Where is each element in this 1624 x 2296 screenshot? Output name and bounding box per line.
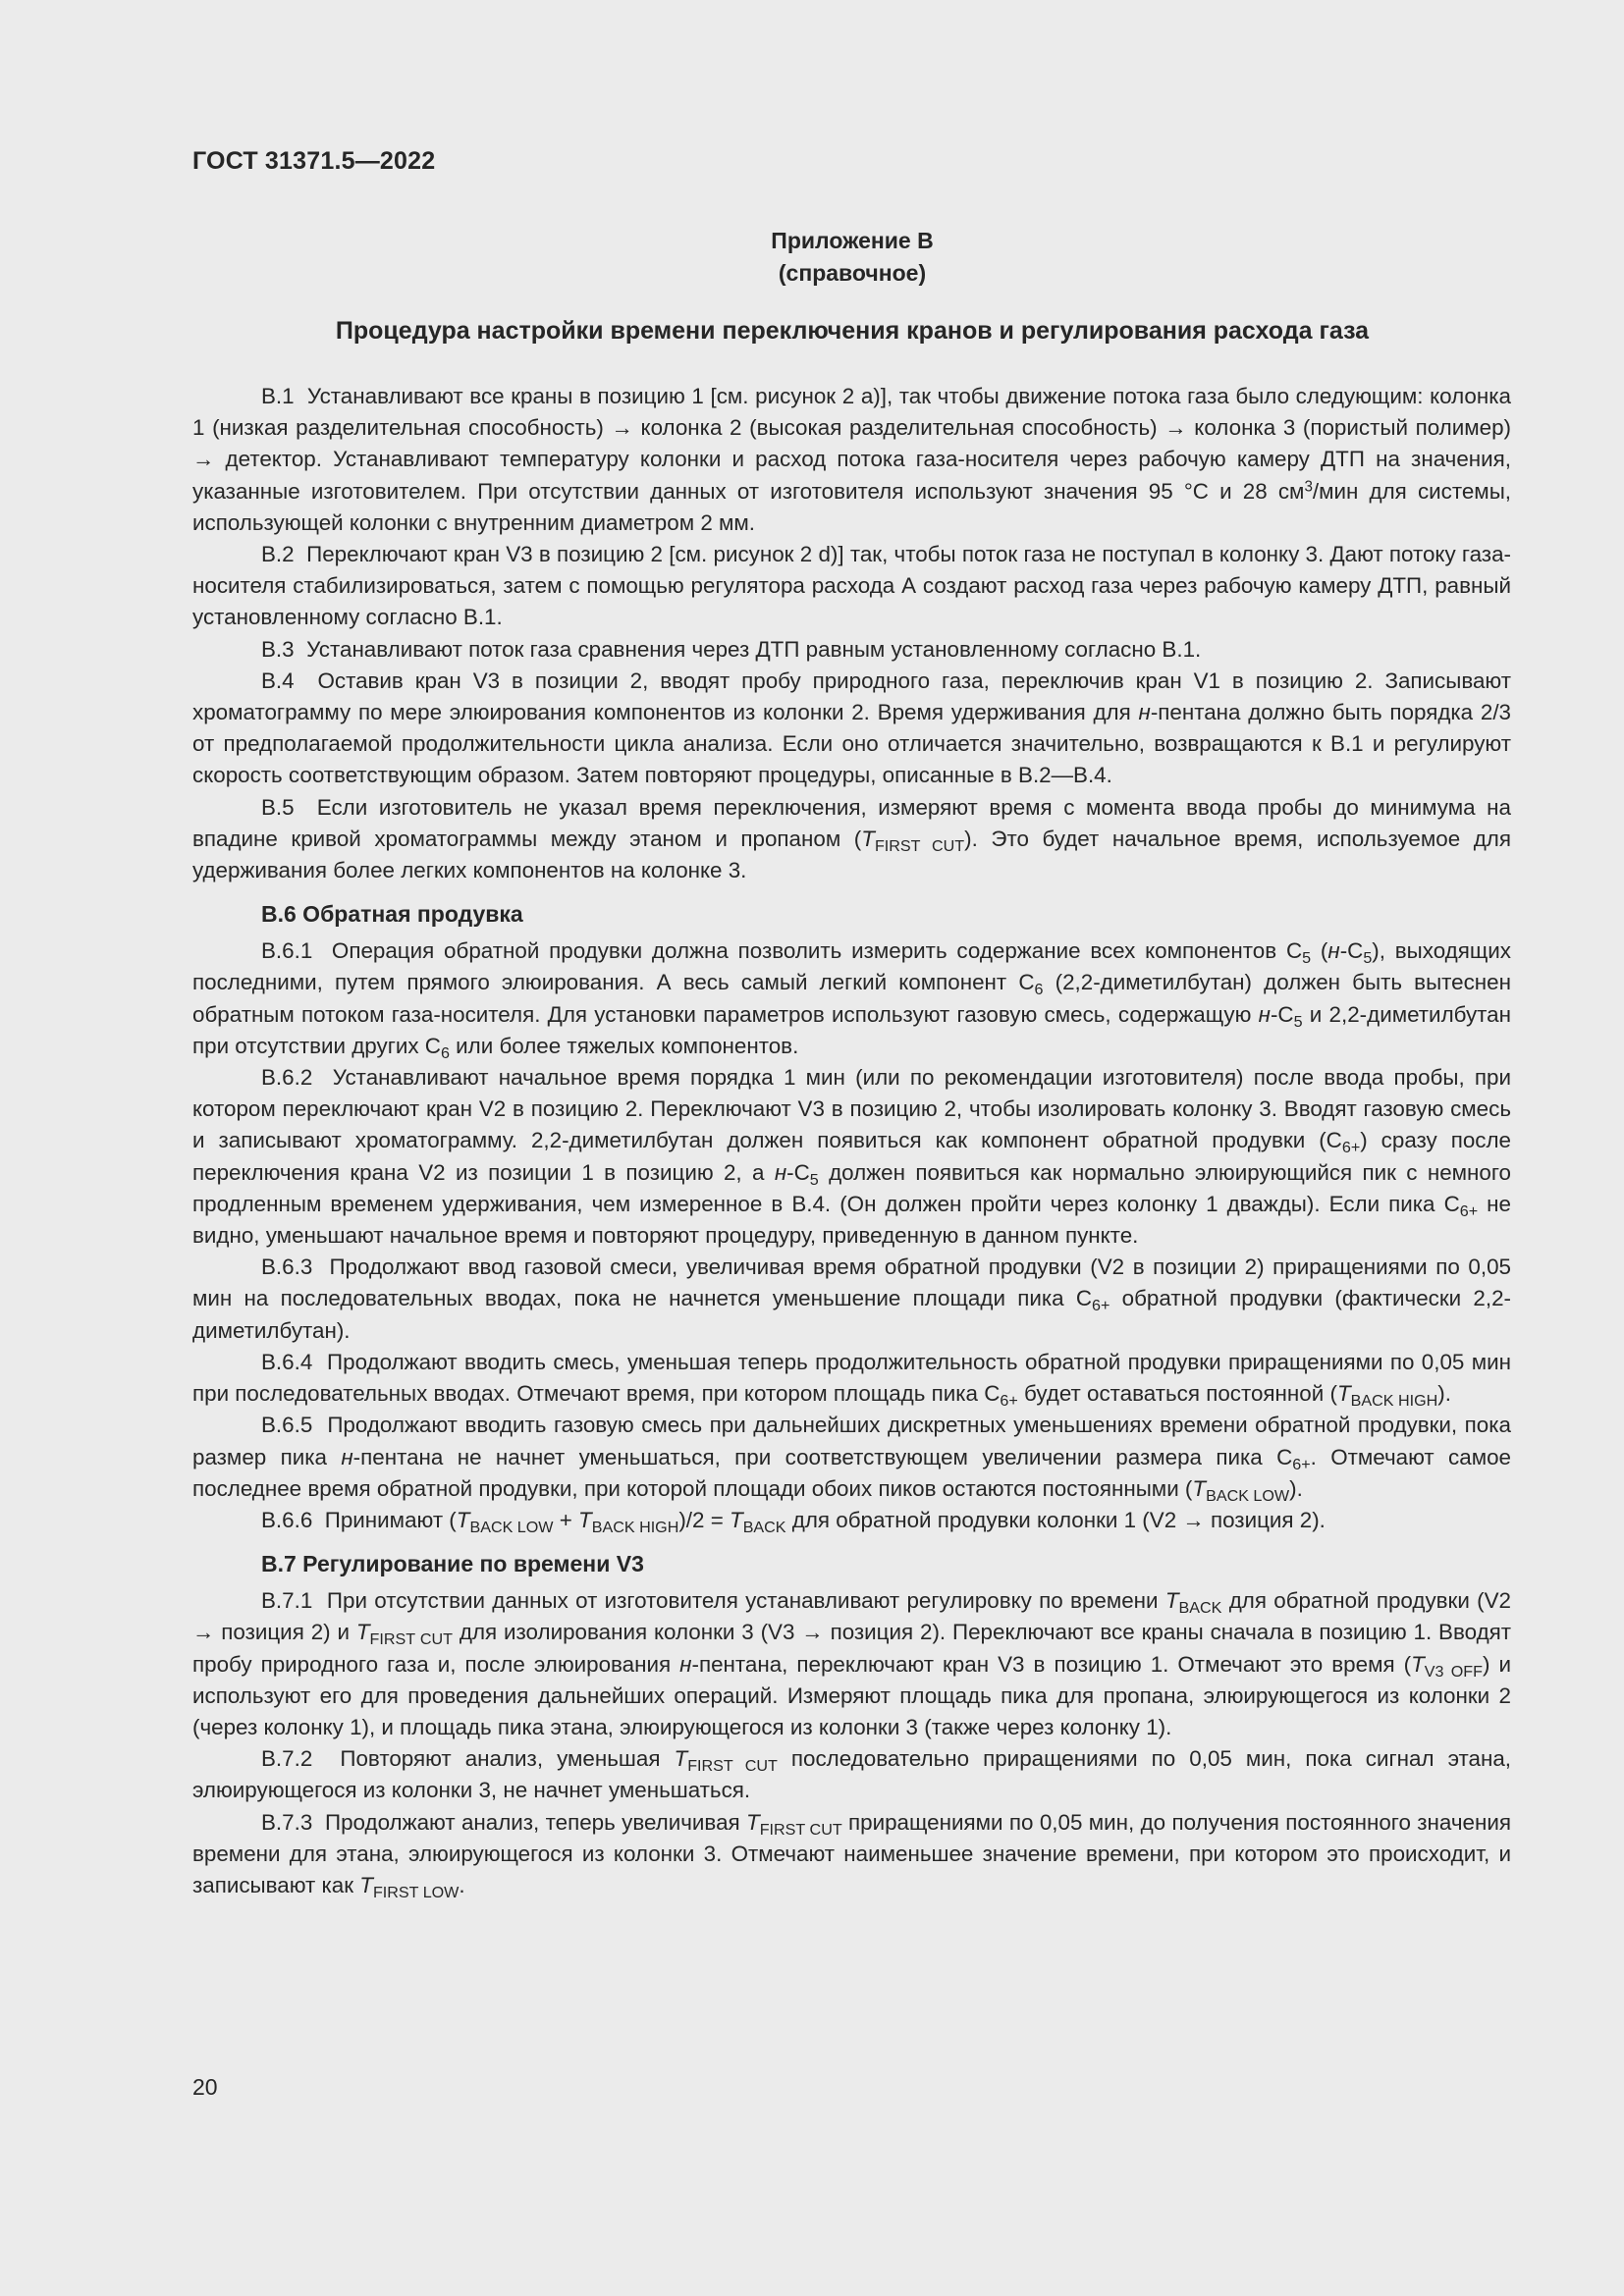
paragraph-b6-1: В.6.1 Операция обратной продувки должна позволить измерить содержание всех компонентов $С_5$ $(н-С_5)$, выходящих последними, путем прямого элюирования. А весь самый легкий компонент $С_6$ (2,2-диметилбутан) должен быть вытеснен обратным потоком газа-носителя. Для установки параметров используют газовую смесь, содержащую $н-С_5$ и 2,2-диметилбутан при отсутствии других $С_6$ или более тяжелых компонентов. — [192, 938, 1511, 1062]
paragraph-b4: В.4 Оставив кран V3 в позиции 2, вводят пробу природного газа, переключив кран V1 в позицию 2. Записывают хроматограмму по мере элюирования компонентов из колонки 2. Время удерживания для н-пентана должно быть порядка 2/3 от предполагаемой продолжительности цикла анализа. Если оно отличается значительно, возвращаются к В.1 и регулируют скорость соответствующим образом. Затем повторяют процедуры, описанные в В.2—В.4. — [192, 667, 1511, 788]
page-number: 20 — [192, 2074, 218, 2100]
heading-b7: В.7 Регулирование по времени V3 — [261, 1551, 644, 1577]
paragraph-b1: В.1 Устанавливают все краны в позицию 1 [см. рисунок 2 а)], так чтобы движение потока газа было следующим: колонка 1 (низкая разделительная способность) → колонка 2 (высокая разделительная способность) → колонка 3 (пористый полимер) → детектор. Устанавливают температуру колонки и расход потока газа-носителя через рабочую камеру ДТП на значения, указанные изготовителем. При отсутствии данных от изготовителя используют значения 95 °С и 28 $см^3$/мин для системы, использующей колонки с внутренним диаметром 2 мм. — [192, 384, 1512, 535]
annex-status: (справочное) — [778, 260, 927, 286]
paragraph-b7-3: В.7.3 Продолжают анализ, теперь увеличивая $T_{FIRST CUT}$ приращениями по 0,05 мин, до получения постоянного значения времени для этана, элюирующегося из колонки 3. Отмечают наименьшее значение времени, при котором это происходит, и записывают как $T_{FIRST LOW}$. — [192, 1809, 1511, 1901]
paragraph-b6-4: В.6.4 Продолжают вводить смесь, уменьшая теперь продолжительность обратной продувки приращениями по 0,05 мин при последовательных вводах. Отмечают время, при котором площадь пика $С_{6+}$ будет оставаться постоянной $(T_{BACK HIGH})$. — [192, 1349, 1511, 1410]
paragraph-b6-6: В.6.6 Принимают $(T_{BACK LOW} + T_{BACK HIGH})/2 = T_{BACK}$ для обратной продувки колонки 1 (V2 → позиция 2). — [261, 1507, 1326, 1536]
paragraph-b6-3: В.6.3 Продолжают ввод газовой смеси, увеличивая время обратной продувки (V2 в позиции 2) приращениями по 0,05 мин на последовательных вводах, пока не начнется уменьшение площади пика $С_{6+}$ обратной продувки (фактически 2,2-диметилбутан). — [192, 1255, 1511, 1343]
annex-label: Приложение В — [771, 228, 934, 253]
annex-header — [192, 225, 1512, 290]
paragraph-b7-2: В.7.2 Повторяют анализ, уменьшая $T_{FIRST CUT}$ последовательно приращениями по 0,05 мин, пока сигнал этана, элюирующегося из колонки 3, не начнет уменьшаться. — [192, 1746, 1512, 1803]
paragraph-b6-5: В.6.5 Продолжают вводить газовую смесь при дальнейших дискретных уменьшениях времени обратной продувки, пока размер пика н-пентана не начнет уменьшаться, при соответствующем увеличении размера пика $С_{6+}$. Отмечают самое последнее время обратной продувки, при которой площади обоих пиков остаются постоянными $(T_{BACK LOW})$. — [192, 1413, 1511, 1505]
document-body — [192, 381, 1511, 1901]
paragraph-b2: В.2 Переключают кран V3 в позицию 2 [см. рисунок 2 d)] так, чтобы поток газа не поступал в колонку 3. Дают потоку газа-носителя стабилизироваться, затем с помощью регулятора расхода А создают расход газа через рабочую камеру ДТП, равный установленному согласно В.1. — [192, 542, 1511, 630]
paragraph-b7-1: В.7.1 При отсутствии данных от изготовителя устанавливают регулировку по времени $T_{BACK}$ для обратной продувки (V2 → позиция 2) и $T_{FIRST CUT}$ для изолирования колонки 3 (V3 → позиция 2). Переключают все краны сначала в позицию 1. Вводят пробу природного газа и, после элюирования н-пентана, переключают кран V3 в позицию 1. Отмечают это время $(T_{V3 OFF})$ и используют его для проведения дальнейших операций. Измеряют площадь пика для пропана, элюирующегося из колонки 2 (через колонку 1), и площадь пика этана, элюирующегося из колонки 3 (также через колонку 1). — [192, 1588, 1512, 1739]
paragraph-b3: В.3 Устанавливают поток газа сравнения через ДТП равным установленному согласно В.1. — [261, 636, 1202, 662]
document-code: ГОСТ 31371.5—2022 — [192, 147, 436, 175]
paragraph-b6-2: В.6.2 Устанавливают начальное время порядка 1 мин (или по рекомендации изготовителя) после ввода пробы, при котором переключают кран V2 в позицию 2. Переключают V3 в позицию 2, чтобы изолировать колонку 3. Вводят газовую смесь и записывают хроматограмму. 2,2-диметилбутан должен появиться как компонент обратной продувки $(С_{6+})$ сразу после переключения крана V2 из позиции 1 в позицию 2, а $н-С_5$ должен появиться как нормально элюирующийся пик с немного продленным временем удерживания, чем измеренное в В.4. (Он должен пройти через колонку 1 дважды). Если пика $С_{6+}$ не видно, уменьшают начальное время и повторяют процедуру, приведенную в данном пункте. — [192, 1065, 1512, 1249]
annex-title: Процедура настройки времени переключения кранов и регулирования расхода газа — [335, 317, 1370, 345]
heading-b6: В.6 Обратная продувка — [261, 901, 523, 928]
paragraph-b5: В.5 Если изготовитель не указал время переключения, измеряют время с момента ввода пробы до минимума на впадине кривой хроматограммы между этаном и пропаном $(T_{FIRST CUT})$. Это будет начальное время, используемое для удерживания более легких компонентов на колонке 3. — [192, 794, 1511, 883]
